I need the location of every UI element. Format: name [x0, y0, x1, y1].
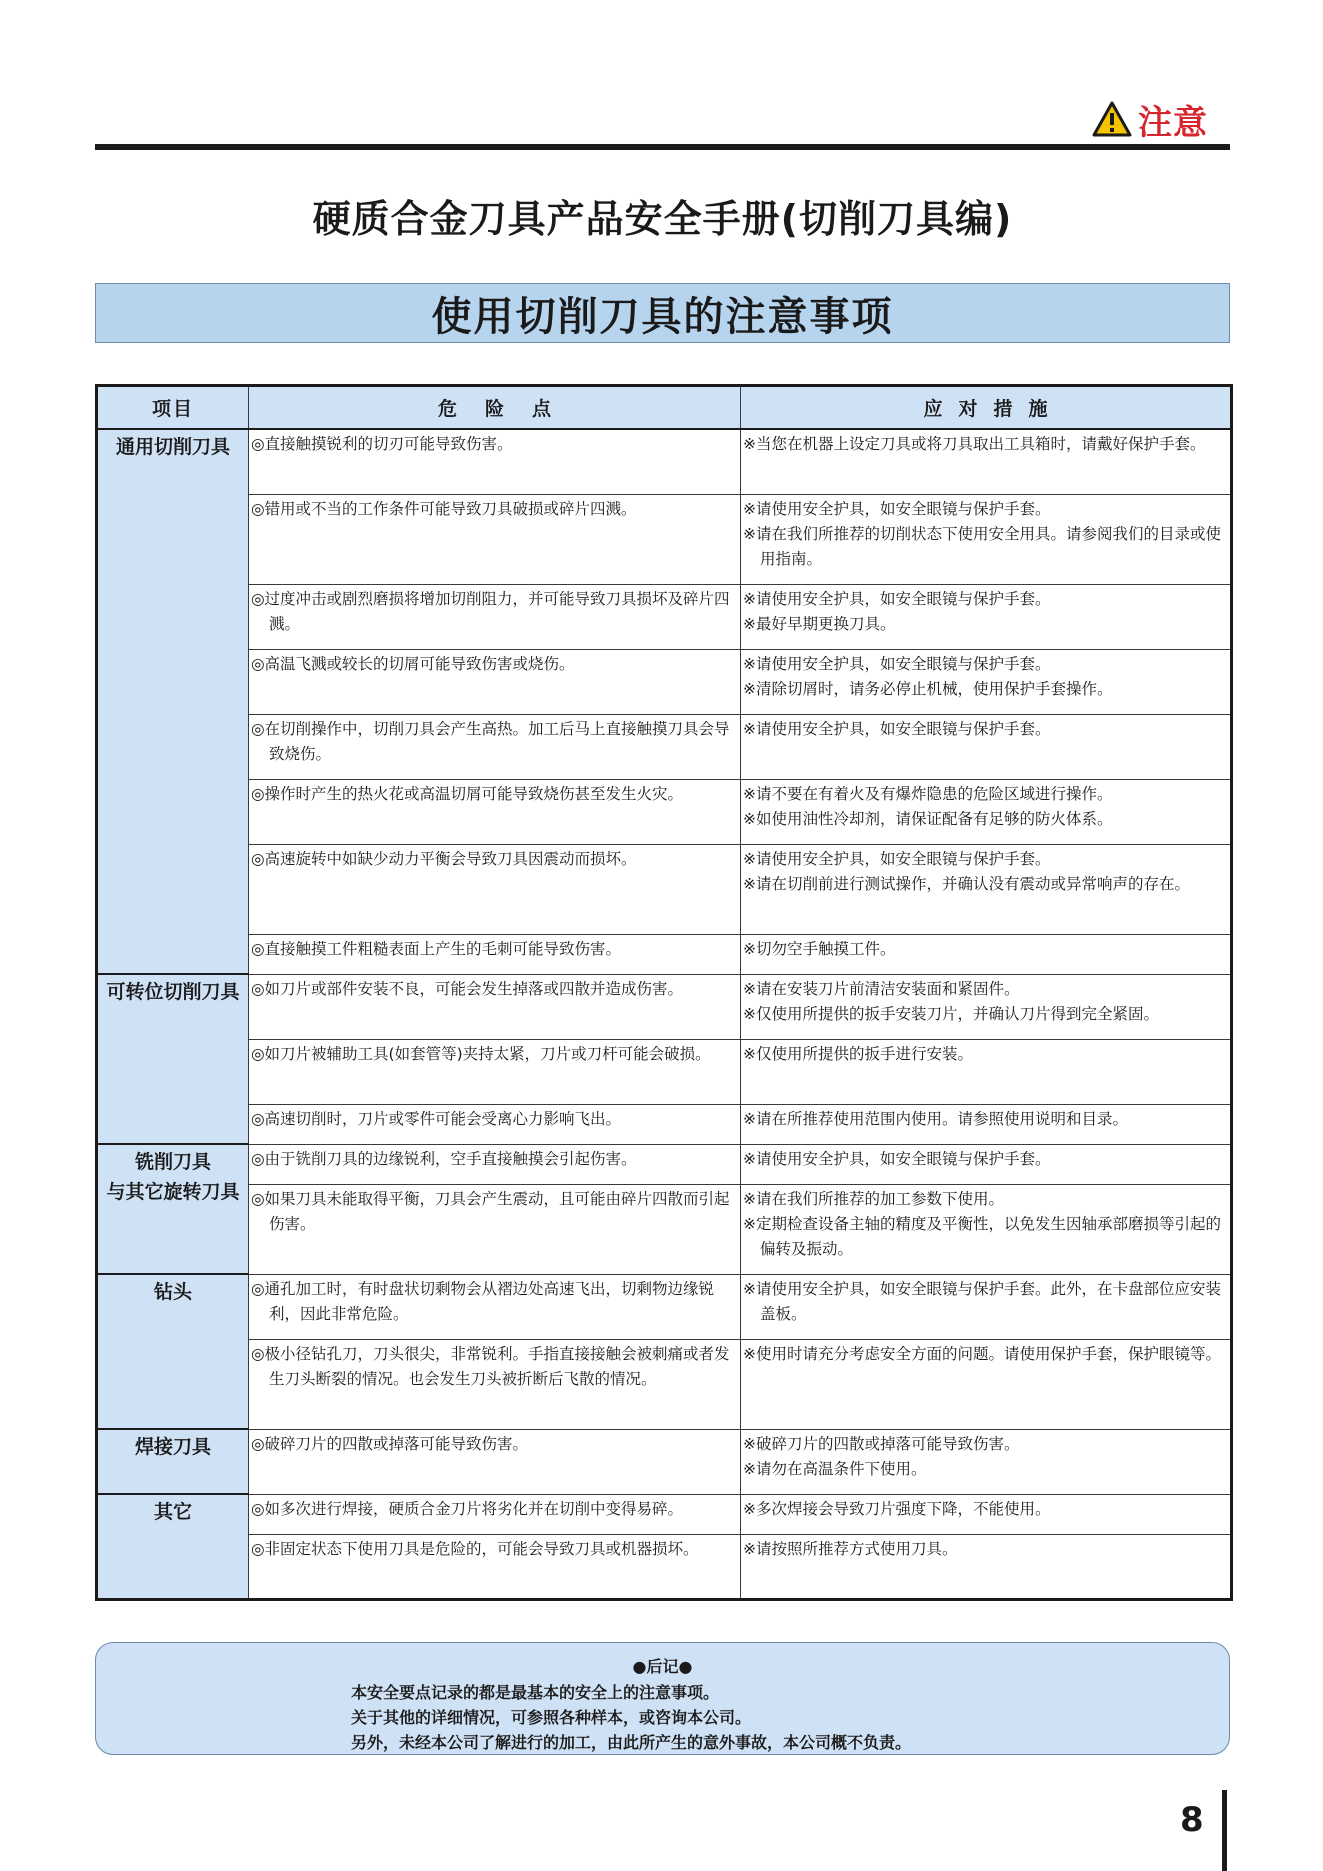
- measure-cell: [741, 1429, 1232, 1494]
- hazard-cell: [249, 1429, 741, 1494]
- table-row: [97, 494, 1232, 584]
- page-edge-bar: [1222, 1790, 1227, 1871]
- hazard-cell: [249, 779, 741, 844]
- column-header-measures: 应对措施: [741, 386, 1232, 430]
- measure-text: ※请在安装刀片前清洁安装面和紧固件。: [743, 979, 1020, 998]
- warning-triangle-icon: [1092, 101, 1132, 137]
- warning-label: [1092, 96, 1208, 142]
- top-divider: [95, 144, 1230, 150]
- measure-text: ※请在所推荐使用范围内使用。请参照使用说明和目录。: [743, 1109, 1128, 1128]
- hazard-text: ◎非固定状态下使用刀具是危险的，可能会导致刀具或机器损坏。: [251, 1539, 699, 1558]
- table-row: [97, 1494, 1232, 1534]
- table-header-row: [97, 386, 1232, 430]
- measure-cell: [741, 714, 1232, 779]
- table-row: [97, 934, 1232, 974]
- measure-text: ※请在切削前进行测试操作，并确认没有震动或异常响声的存在。: [743, 874, 1190, 893]
- afterword-line: 本安全要点记录的都是最基本的安全上的注意事项。: [351, 1683, 720, 1702]
- category-cell: [97, 1144, 249, 1274]
- measure-cell: [741, 494, 1232, 584]
- measure-cell: [741, 1039, 1232, 1104]
- measure-text: ※仅使用所提供的扳手安装刀片，并确认刀片得到完全紧固。: [743, 1004, 1159, 1023]
- measure-text: ※如使用油性冷却剂，请保证配备有足够的防火体系。: [743, 809, 1113, 828]
- measure-text: ※最好早期更换刀具。: [743, 614, 896, 633]
- measure-cell: [741, 779, 1232, 844]
- table-row: [97, 1534, 1232, 1599]
- hazard-cell: [249, 934, 741, 974]
- column-header-item: 项目: [97, 386, 249, 430]
- measure-text: ※请在我们所推荐的切削状态下使用安全用具。请参阅我们的目录或使用指南。: [743, 524, 1221, 568]
- category-label: 与其它旋转刀具: [106, 1181, 240, 1203]
- measure-text: ※请使用安全护具，如安全眼镜与保护手套。: [743, 849, 1051, 868]
- category-label: 钻头: [153, 1281, 192, 1303]
- table-row: [97, 1144, 1232, 1184]
- measure-text: ※请不要在有着火及有爆炸隐患的危险区域进行操作。: [743, 784, 1113, 803]
- hazard-cell: [249, 1339, 741, 1429]
- hazard-cell: [249, 494, 741, 584]
- hazard-text: ◎高温飞溅或较长的切屑可能导致伤害或烧伤。: [251, 654, 575, 673]
- measure-text: ※请使用安全护具，如安全眼镜与保护手套。: [743, 589, 1051, 608]
- column-header-hazard: 危险点: [249, 386, 741, 430]
- category-label: 可转位切削刀具: [106, 981, 240, 1003]
- measure-cell: [741, 1184, 1232, 1274]
- afterword-box: [95, 1642, 1230, 1755]
- table-row: [97, 714, 1232, 779]
- measure-cell: [741, 974, 1232, 1039]
- category-cell: [97, 1494, 249, 1599]
- measure-cell: [741, 1144, 1232, 1184]
- hazard-cell: [249, 1039, 741, 1104]
- hazard-cell: [249, 1144, 741, 1184]
- measure-text: ※定期检查设备主轴的精度及平衡性，以免发生因轴承部磨损等引起的偏转及振动。: [743, 1214, 1221, 1258]
- hazard-cell: [249, 429, 741, 494]
- document-title: 硬质合金刀具产品安全手册(切削刀具编): [312, 197, 1013, 241]
- afterword-line: 另外，未经本公司了解进行的加工，由此所产生的意外事故，本公司概不负责。: [351, 1733, 912, 1752]
- page-number: 8: [1180, 1800, 1204, 1840]
- measure-text: ※使用时请充分考虑安全方面的问题。请使用保护手套，保护眼镜等。: [743, 1344, 1221, 1363]
- hazard-text: ◎高速切削时，刀片或零件可能会受离心力影响飞出。: [251, 1109, 622, 1128]
- hazard-cell: [249, 1184, 741, 1274]
- measure-text: ※多次焊接会导致刀片强度下降，不能使用。: [743, 1499, 1051, 1518]
- table-row: [97, 584, 1232, 649]
- category-label: 其它: [153, 1501, 192, 1523]
- measure-text: ※当您在机器上设定刀具或将刀具取出工具箱时，请戴好保护手套。: [743, 435, 1206, 453]
- table-row: [97, 1039, 1232, 1104]
- hazard-cell: [249, 1274, 741, 1339]
- measure-cell: [741, 649, 1232, 714]
- hazard-text: ◎过度冲击或剧烈磨损将增加切削阻力，并可能导致刀具损坏及碎片四溅。: [251, 589, 730, 633]
- hazard-cell: [249, 844, 741, 934]
- table-row: [97, 1429, 1232, 1494]
- measure-text: ※切勿空手触摸工件。: [743, 939, 896, 958]
- category-cell: [97, 1274, 249, 1429]
- hazard-cell: [249, 714, 741, 779]
- hazard-text: ◎错用或不当的工作条件可能导致刀具破损或碎片四溅。: [251, 499, 637, 518]
- table-row: [97, 1339, 1232, 1429]
- measure-text: ※请使用安全护具，如安全眼镜与保护手套。: [743, 1149, 1051, 1168]
- hazard-text: ◎极小径钻孔刀，刀头很尖，非常锐利。手指直接接触会被刺痛或者发生刀头断裂的情况。也会发生刀头被折断后飞散的情况。: [251, 1344, 730, 1388]
- measure-text: ※请使用安全护具，如安全眼镜与保护手套。此外，在卡盘部位应安装盖板。: [743, 1279, 1221, 1323]
- hazard-text: ◎通孔加工时，有时盘状切剩物会从褶边处高速飞出，切剩物边缘锐利，因此非常危险。: [251, 1279, 715, 1323]
- measure-text: ※请按照所推荐方式使用刀具。: [743, 1539, 958, 1558]
- afterword-title: ●后记●: [632, 1657, 693, 1676]
- measure-cell: [741, 934, 1232, 974]
- hazard-text: ◎如果刀具未能取得平衡，刀具会产生震动，且可能由碎片四散而引起伤害。: [251, 1189, 730, 1233]
- hazard-text: ◎由于铣削刀具的边缘锐利，空手直接触摸会引起伤害。: [251, 1149, 637, 1168]
- table-body: [97, 429, 1232, 1599]
- section-banner: [95, 283, 1230, 343]
- hazard-text: ◎在切削操作中，切削刀具会产生高热。加工后马上直接触摸刀具会导致烧伤。: [251, 719, 730, 763]
- warning-text: 注意: [1138, 102, 1208, 143]
- measure-text: ※请使用安全护具，如安全眼镜与保护手套。: [743, 499, 1051, 518]
- measure-text: ※仅使用所提供的扳手进行安装。: [743, 1044, 973, 1063]
- section-title: 使用切削刀具的注意事项: [431, 293, 894, 340]
- hazard-cell: [249, 1104, 741, 1144]
- table-row: [97, 844, 1232, 934]
- table-row: [97, 649, 1232, 714]
- hazard-text: ◎高速旋转中如缺少动力平衡会导致刀具因震动而损坏。: [251, 849, 637, 868]
- hazard-cell: [249, 584, 741, 649]
- measure-text: ※请使用安全护具，如安全眼镜与保护手套。: [743, 654, 1051, 673]
- category-label: 通用切削刀具: [115, 436, 230, 458]
- hazard-cell: [249, 1534, 741, 1599]
- measure-cell: [741, 1494, 1232, 1534]
- category-cell: [97, 1429, 249, 1494]
- measure-text: ※清除切屑时，请务必停止机械，使用保护手套操作。: [743, 679, 1113, 698]
- hazard-text: ◎直接触摸工件粗糙表面上产生的毛刺可能导致伤害。: [251, 939, 622, 958]
- measure-cell: [741, 844, 1232, 934]
- precautions-table: [95, 384, 1233, 1601]
- category-cell: [97, 974, 249, 1144]
- measure-cell: [741, 1339, 1232, 1429]
- table-row: [97, 1274, 1232, 1339]
- table-row: [97, 779, 1232, 844]
- measure-text: ※请在我们所推荐的加工参数下使用。: [743, 1189, 1004, 1208]
- table-row: [97, 1104, 1232, 1144]
- afterword-line: 关于其他的详细情况，可参照各种样本，或咨询本公司。: [351, 1708, 752, 1727]
- measure-cell: [741, 1534, 1232, 1599]
- table-row: [97, 429, 1232, 494]
- hazard-cell: [249, 649, 741, 714]
- hazard-cell: [249, 1494, 741, 1534]
- measure-cell: [741, 1274, 1232, 1339]
- hazard-text: ◎如刀片或部件安装不良，可能会发生掉落或四散并造成伤害。: [251, 979, 684, 998]
- table-row: [97, 974, 1232, 1039]
- category-cell: [97, 429, 249, 974]
- hazard-text: ◎直接触摸锐利的切刃可能导致伤害。: [251, 435, 513, 453]
- table-row: [97, 1184, 1232, 1274]
- hazard-cell: [249, 974, 741, 1039]
- measure-cell: [741, 429, 1232, 494]
- measure-text: ※请使用安全护具，如安全眼镜与保护手套。: [743, 719, 1051, 738]
- hazard-text: ◎如多次进行焊接，硬质合金刀片将劣化并在切削中变得易碎。: [251, 1499, 684, 1518]
- measure-text: ※破碎刀片的四散或掉落可能导致伤害。: [743, 1434, 1020, 1453]
- category-label: 铣削刀具: [134, 1151, 211, 1173]
- hazard-text: ◎操作时产生的热火花或高温切屑可能导致烧伤甚至发生火灾。: [251, 784, 684, 803]
- measure-cell: [741, 1104, 1232, 1144]
- category-label: 焊接刀具: [134, 1436, 211, 1458]
- hazard-text: ◎如刀片被辅助工具(如套管等)夹持太紧，刀片或刀杆可能会破损。: [251, 1044, 711, 1063]
- measure-text: ※请勿在高温条件下使用。: [743, 1459, 927, 1478]
- hazard-text: ◎破碎刀片的四散或掉落可能导致伤害。: [251, 1434, 529, 1453]
- measure-cell: [741, 584, 1232, 649]
